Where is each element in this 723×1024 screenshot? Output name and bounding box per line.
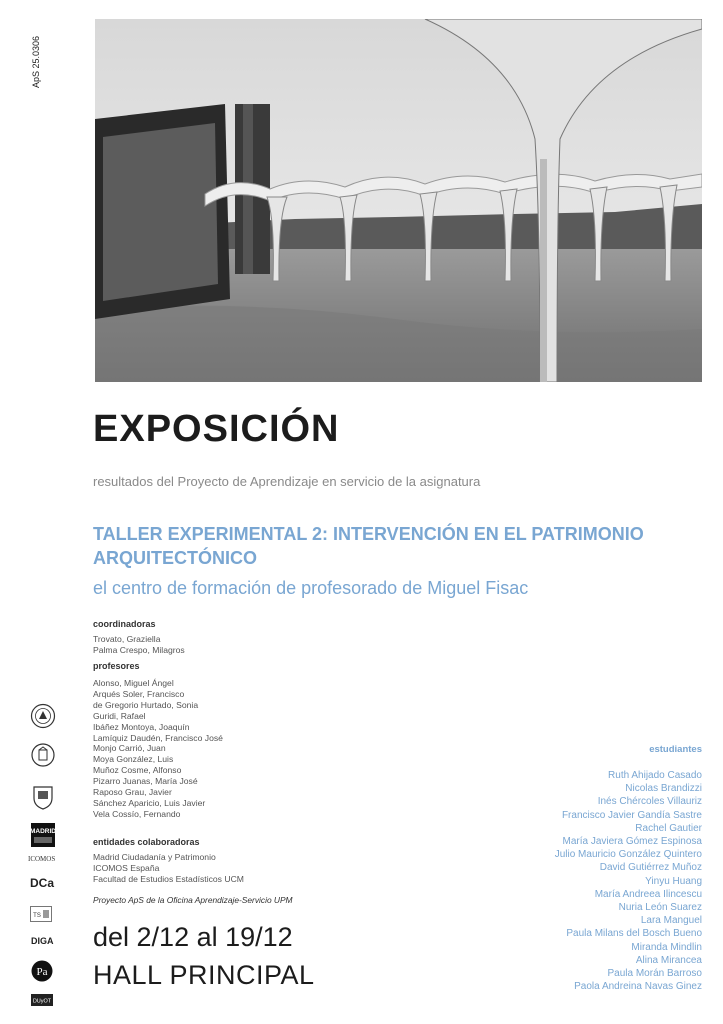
upm-seal-logo bbox=[30, 703, 56, 734]
shield-logo bbox=[32, 784, 54, 815]
svg-text:DUyOT: DUyOT bbox=[32, 998, 52, 1005]
list-item: Arqués Soler, Francisco bbox=[93, 688, 185, 699]
list-item: Guridi, Rafael bbox=[93, 710, 146, 721]
list-item: Facultad de Estudios Estadísticos UCM bbox=[93, 873, 244, 884]
list-item: Francisco Javier Gandía Sastre bbox=[561, 809, 702, 821]
list-item: María Javiera Gómez Espinosa bbox=[562, 836, 702, 848]
exhibition-title: EXPOSICIÓN bbox=[93, 408, 340, 450]
list-item: Palma Crespo, Milagros bbox=[93, 644, 185, 655]
list-item: Madrid Ciudadanía y Patrimonio bbox=[93, 852, 216, 862]
exhibition-dates: del 2/12 al 19/12 bbox=[93, 922, 293, 952]
list-item: Yinyu Huang bbox=[645, 875, 702, 887]
list-item: Alonso, Miguel Ángel bbox=[93, 678, 174, 688]
pa-logo bbox=[31, 960, 53, 987]
list-item: Julio Mauricio González Quintero bbox=[554, 849, 702, 861]
list-item: Ruth Ahijado Casado bbox=[608, 770, 702, 781]
duyot-logo bbox=[31, 993, 53, 1011]
subtitle: resultados del Proyecto de Aprendizaje en servicio de la asignatura bbox=[93, 474, 481, 489]
students-list bbox=[555, 769, 702, 993]
university-seal-logo bbox=[31, 742, 55, 773]
svg-text:MADRID: MADRID bbox=[30, 828, 56, 835]
cover-photo bbox=[95, 19, 702, 382]
list-item: ICOMOS España bbox=[93, 862, 160, 873]
list-item: Paula Milans del Bosch Bueno bbox=[566, 928, 702, 940]
list-item: Raposo Grau, Javier bbox=[93, 787, 172, 798]
list-item: Alina Mirancea bbox=[635, 954, 702, 966]
dca-logo: DCa bbox=[30, 876, 55, 890]
icomos-logo: ICOMOS bbox=[28, 855, 56, 863]
exhibition-venue: HALL PRINCIPAL bbox=[93, 960, 315, 990]
list-item: Paula Morán Barroso bbox=[607, 968, 702, 980]
svg-text:Pa: Pa bbox=[36, 966, 48, 978]
professors-heading: profesores bbox=[93, 661, 140, 671]
list-item: Lara Manguel bbox=[640, 915, 702, 927]
list-item: Nicolas Brandizzi bbox=[625, 783, 702, 795]
document-code: ApS 25.0306 bbox=[31, 35, 41, 88]
list-item: Vela Cossío, Fernando bbox=[93, 808, 181, 819]
students-heading: estudiantes bbox=[649, 744, 702, 755]
professors-list bbox=[93, 678, 223, 820]
list-item: Ibáñez Montoya, Joaquín bbox=[93, 721, 190, 732]
list-item: Monjo Carrió, Juan bbox=[93, 743, 166, 754]
list-item: Trovato, Graziella bbox=[93, 634, 161, 644]
list-item: Pizarro Juanas, María José bbox=[93, 776, 198, 787]
project-note: Proyecto ApS de la Oficina Aprendizaje-Servicio UPM bbox=[93, 895, 293, 905]
diga-logo: DIGA bbox=[31, 936, 54, 946]
list-item: Nuria León Suarez bbox=[618, 902, 702, 914]
list-item: María Andreea Ilincescu bbox=[594, 888, 702, 900]
list-item: Lamíquiz Daudén, Francisco José bbox=[93, 732, 223, 743]
list-item: Sánchez Aparicio, Luis Javier bbox=[93, 797, 206, 808]
partners-heading: entidades colaboradoras bbox=[93, 837, 200, 847]
coordinators-heading: coordinadoras bbox=[93, 619, 156, 629]
list-item: Miranda Mindlin bbox=[631, 941, 702, 953]
svg-text:TS: TS bbox=[33, 913, 41, 919]
coordinators-list bbox=[93, 634, 185, 656]
place-name: el centro de formación de profesorado de Miguel Fisac bbox=[93, 578, 529, 598]
list-item: Rachel Gautier bbox=[635, 822, 702, 834]
list-item: Moya González, Luis bbox=[93, 754, 174, 765]
list-item: Inés Chércoles Villauriz bbox=[597, 796, 702, 808]
list-item: Muñoz Cosme, Alfonso bbox=[93, 765, 182, 776]
ts-logo bbox=[30, 906, 52, 927]
course-title: TALLER EXPERIMENTAL 2: INTERVENCIÓN EN EL PATRIMONIO ARQUITECTÓNICO bbox=[93, 524, 644, 568]
madrid-logo bbox=[30, 822, 56, 853]
list-item: David Gutiérrez Muñoz bbox=[599, 862, 702, 874]
partners-list bbox=[93, 852, 244, 885]
list-item: Paola Andreina Navas Ginez bbox=[574, 981, 702, 993]
list-item: de Gregorio Hurtado, Sonia bbox=[93, 699, 199, 710]
